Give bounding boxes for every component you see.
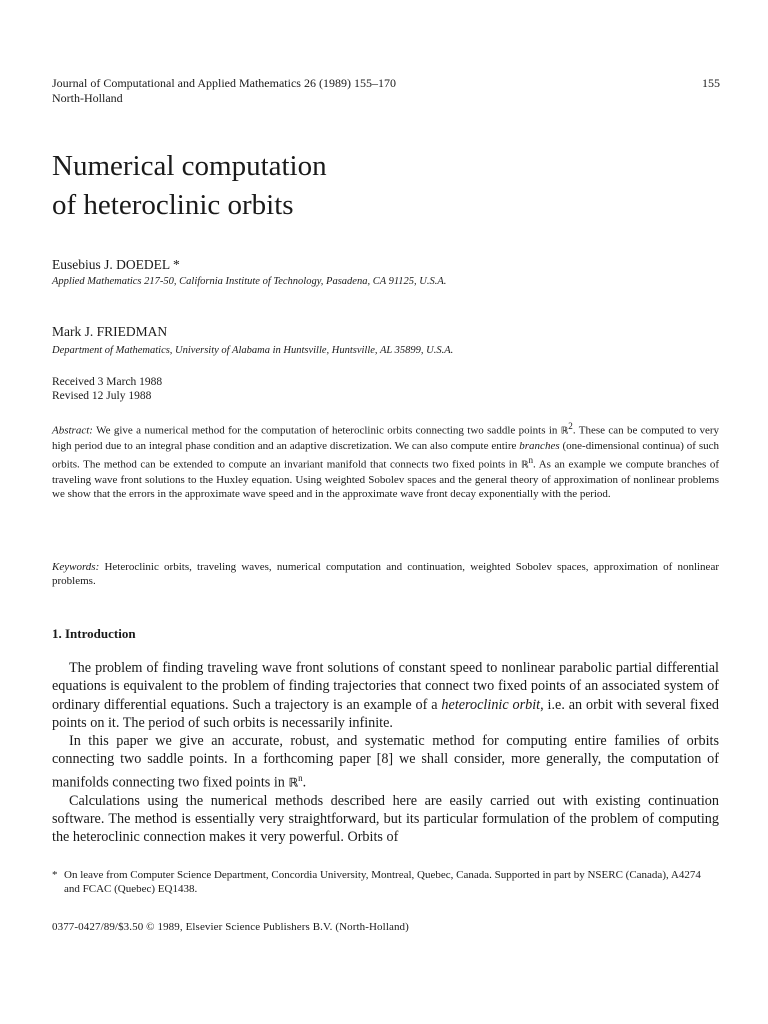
abstract-text: (one-dimensional continua) of such orbits. The method can be extended to compute an invariant manifold that connects two fixed points in (52, 439, 719, 471)
title-line-1: Numerical computation (52, 150, 327, 182)
real-numbers-symbol: ℝ (520, 459, 529, 471)
keywords-text: Heteroclinic orbits, traveling waves, numerical computation and continuation, weighted Sobolev spaces, approximation of nonlinear problems. (52, 561, 719, 587)
real-numbers-symbol: ℝ (288, 775, 299, 790)
title-line-2: of heteroclinic orbits (52, 189, 294, 221)
abstract-text: . These can be computed to very high period due to an integral phase condition and an adaptive discretization. We can also compute entire (52, 424, 719, 452)
author-name-1: Eusebius J. DOEDEL * (52, 257, 180, 272)
body-text-run: . (302, 774, 307, 791)
keywords (52, 561, 719, 588)
page-number: 155 (702, 76, 720, 90)
superscript: n (298, 772, 303, 783)
footnote-mark: * (52, 869, 58, 881)
superscript: n (528, 455, 534, 466)
received-date: Received 3 March 1988 (52, 376, 163, 388)
author-affiliation-1: Applied Mathematics 217-50, California Institute of Technology, Pasadena, CA 91125, U.S.A. (52, 276, 447, 287)
footnote-text: On leave from Computer Science Department, Concordia University, Montreal, Quebec, Canada. Supported in part by NSERC (Canada), A4274 and FCAC (Quebec) EQ1438. (64, 869, 701, 895)
abstract-emphasis: branches (519, 439, 560, 452)
footnote (52, 869, 719, 896)
dates-block (52, 375, 162, 403)
body-text-run: The problem of finding traveling wave front solutions of constant speed to nonlinear parabolic partial differential equations is equivalent to the problem of finding trajectories that connect two fixed points of an associated system of ordinary differential equations. Such a trajectory is an example of a (52, 660, 719, 713)
author-affiliation-2: Department of Mathematics, University of Alabama in Huntsville, Huntsville, AL 35899, U.S.A. (52, 345, 454, 356)
body-text-run: In this paper we give an accurate, robust, and systematic method for computing entire families of orbits connecting two saddle points. In a forthcoming paper [8] we shall consider, more generally, the computation of manifolds connecting two fixed points in (52, 733, 719, 791)
body-text-run: Calculations using the numerical methods described here are easily carried out with existing continuation software. The method is essentially very straightforward, but its particular formulation of the problem of computing the heteroclinic connection makes it very powerful. Orbits of (52, 792, 719, 846)
keywords-label: Keywords: (52, 561, 100, 573)
section-heading: 1. Introduction (52, 626, 136, 641)
copyright-line: 0377-0427/89/$3.50 © 1989, Elsevier Science Publishers B.V. (North-Holland) (52, 921, 409, 933)
abstract (52, 419, 719, 501)
body-emphasis: heteroclinic orbit (441, 696, 541, 713)
body-text-run: , i.e. an orbit with several fixed points on it. The period of such orbits is necessarily infinite. (52, 696, 719, 731)
abstract-label: Abstract: (52, 424, 93, 437)
body-paragraph (52, 659, 719, 732)
real-numbers-symbol: ℝ (560, 425, 569, 437)
superscript: 2 (568, 421, 573, 431)
paper-title (52, 147, 327, 225)
revised-date: Revised 12 July 1988 (52, 390, 152, 402)
author-name-2: Mark J. FRIEDMAN (52, 324, 168, 339)
body-text (52, 659, 719, 847)
journal-citation: Journal of Computational and Applied Mathematics 26 (1989) 155–170 (52, 76, 396, 90)
abstract-text: . As an example we compute branches of traveling wave front solutions to the Huxley equation. Using weighted Sobolev spaces and the general theory of approximation of nonlinear problems we show that the errors in the approximate wave speed and in the approximate wave front decay exponentially with the period. (52, 458, 719, 501)
body-paragraph (52, 732, 719, 792)
body-paragraph (52, 792, 719, 847)
abstract-text: We give a numerical method for the computation of heteroclinic orbits connecting two saddle points in (92, 424, 561, 437)
publisher: North-Holland (52, 90, 123, 105)
journal-header (52, 76, 396, 105)
